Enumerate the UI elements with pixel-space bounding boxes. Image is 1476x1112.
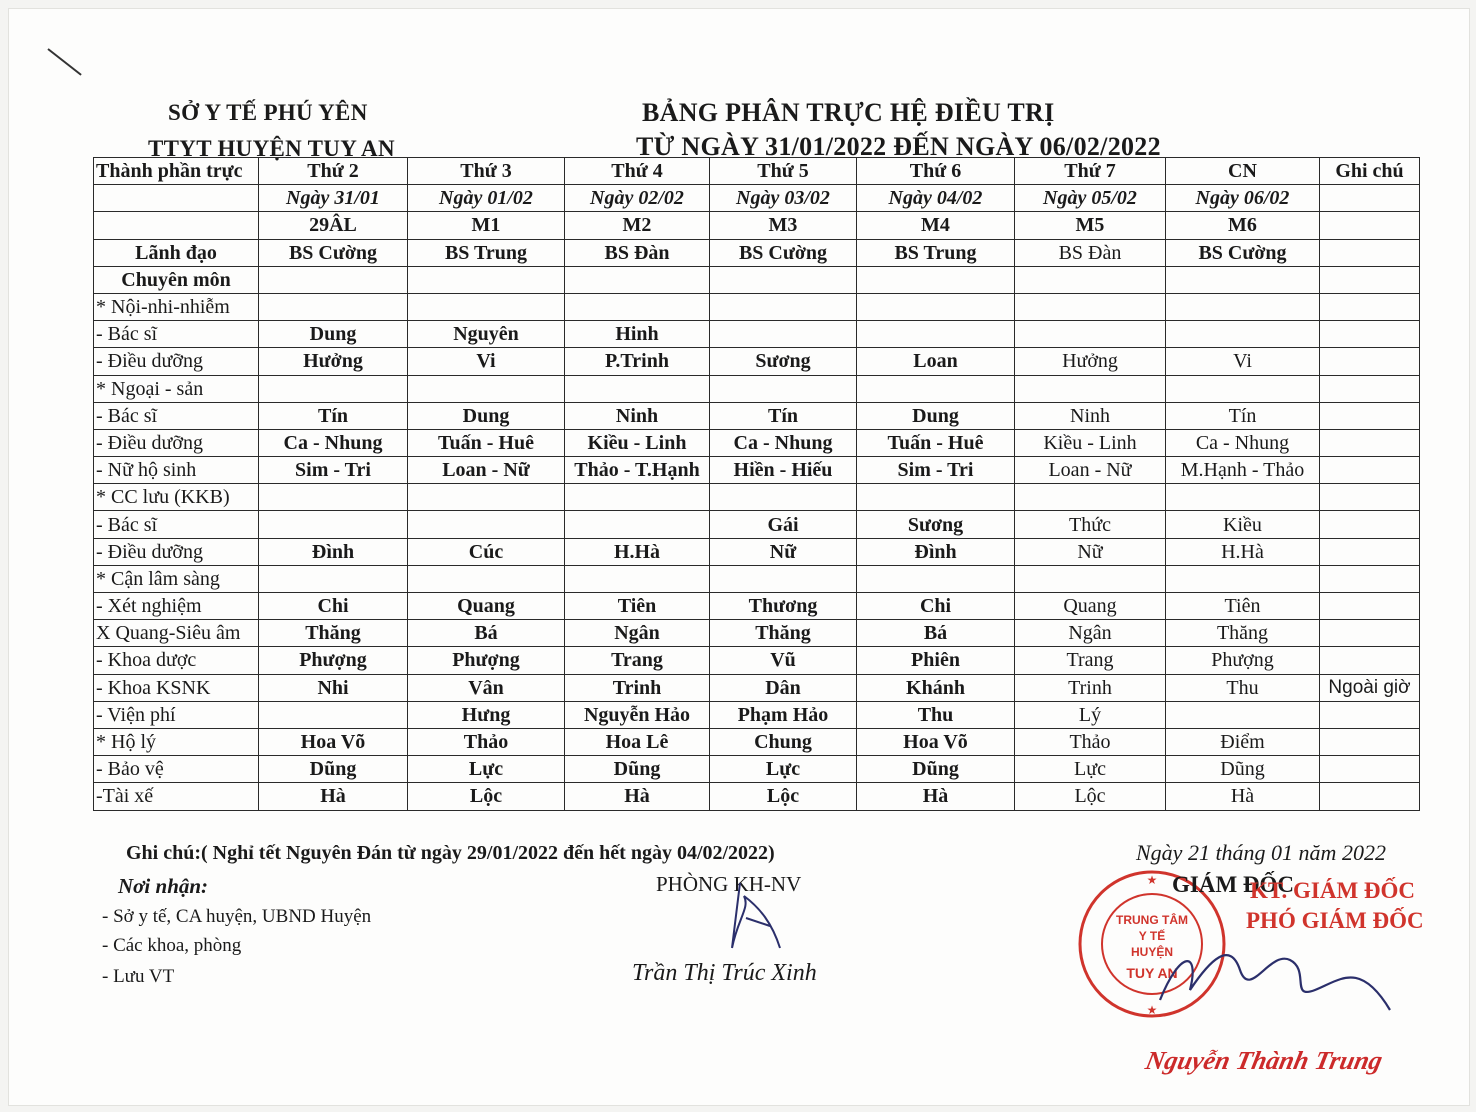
duty-cell: Lực: [710, 756, 857, 783]
date-header: Ngày 06/02: [1166, 185, 1320, 212]
director-title: GIÁM ĐỐC: [1172, 872, 1295, 897]
director-signature: [1140, 930, 1400, 1020]
duty-cell: Ngân: [1015, 620, 1166, 647]
org-line-2: TTYT HUYỆN TUY AN: [148, 136, 395, 161]
duty-cell: Ninh: [1015, 402, 1166, 429]
duty-cell: Kiều - Linh: [1015, 429, 1166, 456]
day-header: Thứ 7: [1015, 158, 1166, 185]
duty-cell: Thảo: [408, 728, 565, 755]
duty-cell: Khánh: [857, 674, 1015, 701]
duty-cell: Ca - Nhung: [259, 429, 408, 456]
duty-cell: [1166, 565, 1320, 592]
duty-cell: Thăng: [710, 620, 857, 647]
note-cell: [1320, 565, 1420, 592]
duty-cell: Tiên: [565, 593, 710, 620]
duty-cell: Quang: [1015, 593, 1166, 620]
duty-cell: [710, 484, 857, 511]
table-row: [94, 375, 1420, 402]
recipients-title: Nơi nhận:: [118, 874, 209, 898]
duty-cell: Hinh: [565, 321, 710, 348]
department-signature: [700, 878, 800, 958]
duty-cell: Cúc: [408, 538, 565, 565]
duty-cell: Ngân: [565, 620, 710, 647]
duty-cell: Thảo - T.Hạnh: [565, 457, 710, 484]
duty-cell: [259, 511, 408, 538]
row-label: - Bảo vệ: [94, 756, 259, 783]
duty-cell: Hoa Võ: [857, 728, 1015, 755]
duty-cell: [259, 701, 408, 728]
day-header: Thứ 6: [857, 158, 1015, 185]
kt-director-line: KT. GIÁM ĐỐC: [1250, 878, 1416, 903]
row-label: - Bác sĩ: [94, 511, 259, 538]
duty-cell: Dung: [259, 321, 408, 348]
table-row: [94, 728, 1420, 755]
duty-cell: Lý: [1015, 701, 1166, 728]
duty-cell: Hà: [857, 783, 1015, 810]
row-label: - Điều dưỡng: [94, 429, 259, 456]
duty-cell: [259, 293, 408, 320]
note-cell: [1320, 457, 1420, 484]
lunar-code: M6: [1166, 212, 1320, 239]
row-label: Lãnh đạo: [94, 239, 259, 266]
note-cell: [1320, 484, 1420, 511]
duty-cell: Hà: [1166, 783, 1320, 810]
duty-cell: [565, 266, 710, 293]
duty-cell: Hưng: [408, 701, 565, 728]
duty-cell: Phạm Hảo: [710, 701, 857, 728]
duty-cell: [857, 565, 1015, 592]
duty-cell: Chi: [259, 593, 408, 620]
corner-mark: [47, 48, 81, 75]
duty-cell: P.Trinh: [565, 348, 710, 375]
duty-cell: Thu: [857, 701, 1015, 728]
duty-cell: Hưởng: [1015, 348, 1166, 375]
note-cell: [1320, 402, 1420, 429]
duty-cell: Thương: [710, 593, 857, 620]
duty-cell: Tuấn - Huê: [408, 429, 565, 456]
duty-cell: [565, 375, 710, 402]
duty-cell: [565, 511, 710, 538]
deputy-director-title: PHÓ GIÁM ĐỐC: [1246, 908, 1424, 933]
row-label: Chuyên môn: [94, 266, 259, 293]
row-label: -Tài xế: [94, 783, 259, 810]
duty-cell: [1166, 321, 1320, 348]
duty-cell: Dũng: [565, 756, 710, 783]
duty-cell: Lực: [1015, 756, 1166, 783]
duty-cell: [565, 484, 710, 511]
day-header: Thứ 2: [259, 158, 408, 185]
note-cell: Ngoài giờ: [1320, 674, 1420, 701]
table-row: [94, 484, 1420, 511]
duty-cell: Kiều - Linh: [565, 429, 710, 456]
note-blank: [1320, 185, 1420, 212]
duty-cell: [1015, 375, 1166, 402]
duty-cell: Sương: [710, 348, 857, 375]
note-cell: [1320, 293, 1420, 320]
row-label: - Viện phí: [94, 701, 259, 728]
duty-cell: Gái: [710, 511, 857, 538]
duty-cell: Phượng: [408, 647, 565, 674]
duty-cell: Thu: [1166, 674, 1320, 701]
director-name: Nguyễn Thành Trung: [1143, 1046, 1386, 1075]
table-row: [94, 565, 1420, 592]
duty-cell: Hoa Võ: [259, 728, 408, 755]
footnote: Ghi chú:( Nghỉ tết Nguyên Đán từ ngày 29/01/2022 đến hết ngày 04/02/2022): [126, 842, 775, 864]
duty-cell: Vi: [408, 348, 565, 375]
duty-cell: Tín: [710, 402, 857, 429]
row-label: X Quang-Siêu âm: [94, 620, 259, 647]
row-label: * Hộ lý: [94, 728, 259, 755]
duty-cell: BS Đàn: [1015, 239, 1166, 266]
seal-line: TRUNG TÂM: [1116, 913, 1188, 927]
table-row: [94, 321, 1420, 348]
duty-cell: Lộc: [710, 783, 857, 810]
duty-cell: Đình: [857, 538, 1015, 565]
duty-cell: [1166, 701, 1320, 728]
row-label: - Bác sĩ: [94, 402, 259, 429]
lunar-code: M4: [857, 212, 1015, 239]
table-row: [94, 620, 1420, 647]
duty-cell: BS Cường: [710, 239, 857, 266]
duty-cell: [857, 293, 1015, 320]
svg-text:★: ★: [1146, 1003, 1158, 1017]
table-row: [94, 701, 1420, 728]
corner-header: Thành phần trực: [94, 158, 259, 185]
date-header: Ngày 03/02: [710, 185, 857, 212]
duty-cell: Loan - Nữ: [1015, 457, 1166, 484]
recipient-item: - Các khoa, phòng: [102, 935, 242, 956]
note-cell: [1320, 511, 1420, 538]
duty-cell: Ca - Nhung: [1166, 429, 1320, 456]
row-label: - Điều dưỡng: [94, 348, 259, 375]
duty-cell: [710, 375, 857, 402]
note-cell: [1320, 728, 1420, 755]
day-header: CN: [1166, 158, 1320, 185]
date-header: Ngày 05/02: [1015, 185, 1166, 212]
duty-cell: [408, 511, 565, 538]
duty-cell: [710, 266, 857, 293]
duty-cell: Vân: [408, 674, 565, 701]
duty-cell: [1166, 266, 1320, 293]
duty-cell: Lộc: [408, 783, 565, 810]
table-row: [94, 293, 1420, 320]
duty-cell: BS Cường: [259, 239, 408, 266]
note-cell: [1320, 620, 1420, 647]
duty-cell: Lộc: [1015, 783, 1166, 810]
row-label: - Khoa KSNK: [94, 674, 259, 701]
table-row: [94, 783, 1420, 810]
lunar-code: M2: [565, 212, 710, 239]
note-cell: [1320, 348, 1420, 375]
duty-cell: Chi: [857, 593, 1015, 620]
duty-cell: Trinh: [565, 674, 710, 701]
duty-cell: Nguyên: [408, 321, 565, 348]
duty-cell: BS Trung: [408, 239, 565, 266]
note-cell: [1320, 647, 1420, 674]
department-signer: Trần Thị Trúc Xinh: [632, 960, 817, 986]
table-row: [94, 593, 1420, 620]
svg-text:★: ★: [1146, 873, 1158, 887]
row-label: - Xét nghiệm: [94, 593, 259, 620]
corner-blank: [94, 212, 259, 239]
duty-cell: H.Hà: [565, 538, 710, 565]
note-blank: [1320, 212, 1420, 239]
duty-cell: Hoa Lê: [565, 728, 710, 755]
duty-cell: [408, 266, 565, 293]
duty-cell: BS Trung: [857, 239, 1015, 266]
duty-cell: [408, 293, 565, 320]
document-title: BẢNG PHÂN TRỰC HỆ ĐIỀU TRỊ: [642, 98, 1055, 127]
duty-cell: [857, 375, 1015, 402]
table-row: [94, 402, 1420, 429]
duty-cell: [1166, 293, 1320, 320]
duty-cell: Phượng: [1166, 647, 1320, 674]
date-header: Ngày 04/02: [857, 185, 1015, 212]
duty-cell: Trinh: [1015, 674, 1166, 701]
header-row-dates: [94, 185, 1420, 212]
department-title: PHÒNG KH-NV: [656, 872, 802, 896]
duty-cell: Dũng: [259, 756, 408, 783]
note-cell: [1320, 321, 1420, 348]
duty-cell: [1015, 565, 1166, 592]
note-cell: [1320, 375, 1420, 402]
duty-cell: [565, 565, 710, 592]
duty-cell: Phiên: [857, 647, 1015, 674]
duty-cell: [1015, 321, 1166, 348]
table-row: [94, 239, 1420, 266]
date-header: Ngày 31/01: [259, 185, 408, 212]
duty-cell: Tín: [1166, 402, 1320, 429]
row-label: - Nữ hộ sinh: [94, 457, 259, 484]
duty-schedule-table: [93, 157, 1420, 811]
corner-blank: [94, 185, 259, 212]
duty-cell: [408, 375, 565, 402]
duty-cell: Tuấn - Huê: [857, 429, 1015, 456]
org-line-1: SỞ Y TẾ PHÚ YÊN: [168, 100, 368, 125]
duty-cell: M.Hạnh - Thảo: [1166, 457, 1320, 484]
table-row: [94, 348, 1420, 375]
duty-cell: Hà: [259, 783, 408, 810]
recipient-item: - Sở y tế, CA huyện, UBND Huyện: [102, 906, 372, 927]
duty-cell: [259, 565, 408, 592]
duty-cell: [710, 565, 857, 592]
date-header: Ngày 02/02: [565, 185, 710, 212]
duty-cell: Hà: [565, 783, 710, 810]
duty-cell: Vũ: [710, 647, 857, 674]
duty-cell: Loan - Nữ: [408, 457, 565, 484]
note-cell: [1320, 701, 1420, 728]
duty-cell: [710, 321, 857, 348]
table-row: [94, 266, 1420, 293]
duty-cell: Hiền - Hiếu: [710, 457, 857, 484]
duty-cell: [1015, 484, 1166, 511]
duty-cell: Dung: [857, 402, 1015, 429]
note-cell: [1320, 756, 1420, 783]
duty-cell: Ninh: [565, 402, 710, 429]
duty-cell: H.Hà: [1166, 538, 1320, 565]
duty-cell: BS Đàn: [565, 239, 710, 266]
row-label: - Điều dưỡng: [94, 538, 259, 565]
duty-cell: [565, 293, 710, 320]
table-row: [94, 674, 1420, 701]
duty-cell: [1015, 266, 1166, 293]
duty-cell: [1166, 375, 1320, 402]
row-label: - Khoa dược: [94, 647, 259, 674]
duty-cell: Phượng: [259, 647, 408, 674]
row-label: * Nội-nhi-nhiễm: [94, 293, 259, 320]
duty-cell: [408, 484, 565, 511]
row-label: - Bác sĩ: [94, 321, 259, 348]
recipient-item: - Lưu VT: [102, 966, 175, 987]
duty-cell: Thăng: [1166, 620, 1320, 647]
duty-cell: [259, 266, 408, 293]
duty-cell: Hưởng: [259, 348, 408, 375]
duty-cell: Sương: [857, 511, 1015, 538]
seal-line: TUY AN: [1126, 965, 1178, 981]
duty-cell: [710, 293, 857, 320]
lunar-code: M5: [1015, 212, 1166, 239]
duty-cell: Loan: [857, 348, 1015, 375]
day-header: Thứ 4: [565, 158, 710, 185]
duty-cell: Tín: [259, 402, 408, 429]
duty-cell: Tiên: [1166, 593, 1320, 620]
document-subtitle: TỪ NGÀY 31/01/2022 ĐẾN NGÀY 06/02/2022: [636, 132, 1161, 161]
seal-line: HUYỆN: [1130, 945, 1174, 959]
note-cell: [1320, 538, 1420, 565]
note-cell: [1320, 783, 1420, 810]
duty-cell: Quang: [408, 593, 565, 620]
duty-cell: Ca - Nhung: [710, 429, 857, 456]
note-cell: [1320, 429, 1420, 456]
duty-cell: Thăng: [259, 620, 408, 647]
duty-cell: Điểm: [1166, 728, 1320, 755]
sign-date: Ngày 21 tháng 01 năm 2022: [1136, 840, 1386, 865]
duty-cell: Dân: [710, 674, 857, 701]
duty-cell: [857, 484, 1015, 511]
day-header: Thứ 5: [710, 158, 857, 185]
duty-cell: [408, 565, 565, 592]
day-header: Thứ 3: [408, 158, 565, 185]
header-row-days: [94, 158, 1420, 185]
header-row-codes: [94, 212, 1420, 239]
note-cell: [1320, 593, 1420, 620]
table-row: [94, 457, 1420, 484]
duty-cell: Trang: [1015, 647, 1166, 674]
duty-cell: [1015, 293, 1166, 320]
duty-cell: Nữ: [1015, 538, 1166, 565]
note-header: Ghi chú: [1320, 158, 1420, 185]
duty-cell: [259, 375, 408, 402]
lunar-code: M1: [408, 212, 565, 239]
duty-cell: Lực: [408, 756, 565, 783]
duty-cell: Sim - Tri: [857, 457, 1015, 484]
duty-cell: Nữ: [710, 538, 857, 565]
duty-cell: Thảo: [1015, 728, 1166, 755]
row-label: * Ngoại - sản: [94, 375, 259, 402]
table-row: [94, 647, 1420, 674]
duty-cell: Sim - Tri: [259, 457, 408, 484]
duty-cell: [1166, 484, 1320, 511]
note-cell: [1320, 239, 1420, 266]
seal-line: Y TẾ: [1138, 929, 1166, 943]
duty-cell: Kiều: [1166, 511, 1320, 538]
duty-cell: [259, 484, 408, 511]
duty-cell: Đình: [259, 538, 408, 565]
duty-cell: Bá: [408, 620, 565, 647]
duty-cell: [857, 266, 1015, 293]
row-label: * CC lưu (KKB): [94, 484, 259, 511]
table-row: [94, 756, 1420, 783]
duty-cell: [857, 321, 1015, 348]
duty-cell: Vi: [1166, 348, 1320, 375]
duty-cell: Chung: [710, 728, 857, 755]
table-row: [94, 429, 1420, 456]
duty-cell: Dũng: [1166, 756, 1320, 783]
duty-cell: BS Cường: [1166, 239, 1320, 266]
lunar-code: M3: [710, 212, 857, 239]
duty-cell: Nhi: [259, 674, 408, 701]
lunar-code: 29ÂL: [259, 212, 408, 239]
duty-cell: Dung: [408, 402, 565, 429]
duty-cell: Trang: [565, 647, 710, 674]
table-row: [94, 511, 1420, 538]
row-label: * Cận lâm sàng: [94, 565, 259, 592]
date-header: Ngày 01/02: [408, 185, 565, 212]
duty-cell: Thức: [1015, 511, 1166, 538]
table-row: [94, 538, 1420, 565]
note-cell: [1320, 266, 1420, 293]
duty-cell: Dũng: [857, 756, 1015, 783]
duty-cell: Bá: [857, 620, 1015, 647]
duty-cell: Nguyễn Hảo: [565, 701, 710, 728]
